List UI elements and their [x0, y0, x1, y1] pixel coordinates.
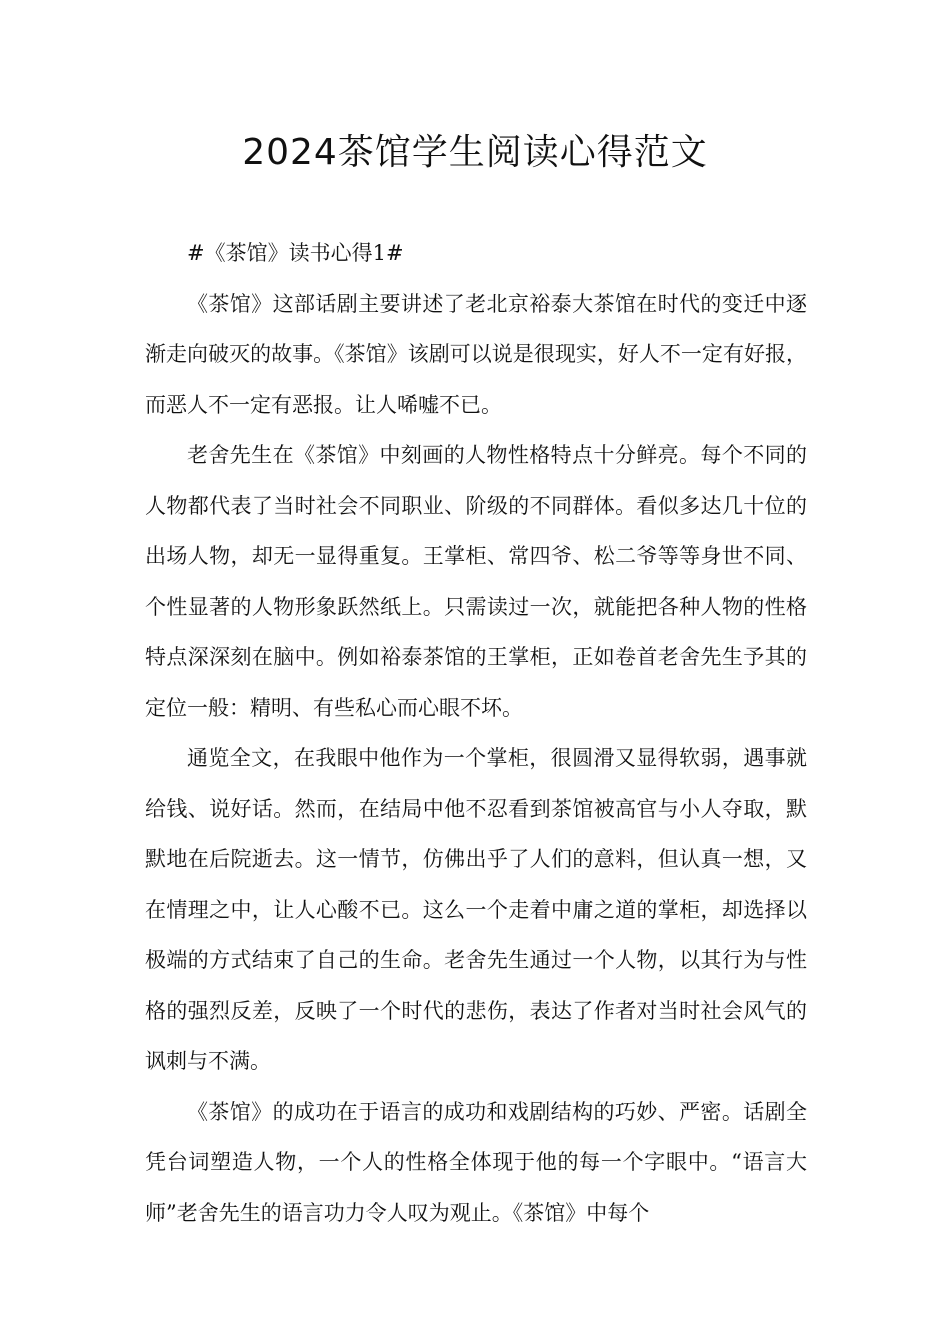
- paragraph: 老舍先生在《茶馆》中刻画的人物性格特点十分鲜亮。每个不同的人物都代表了当时社会不同职业、阶级的不同群体。看似多达几十位的出场人物，却无一显得重复。王掌柜、常四爷、松二爷等等身世不同、个性显著的人物形象跃然纸上。只需读过一次，就能把各种人物的性格特点深深刻在脑中。例如裕泰茶馆的王掌柜，正如卷首老舍先生予其的定位一般：精明、有些私心而心眼不坏。: [145, 443, 807, 720]
- paragraph: 《茶馆》的成功在于语言的成功和戏剧结构的巧妙、严密。话剧全凭台词塑造人物，一个人的性格全体现于他的每一个字眼中。“语言大师”老舍先生的语言功力令人叹为观止。《茶馆》中每个: [145, 1099, 807, 1225]
- document-body: [145, 228, 807, 1238]
- paragraph: 《茶馆》这部话剧主要讲述了老北京裕泰大茶馆在时代的变迁中逐渐走向破灭的故事。《茶馆》该剧可以说是很现实，好人不一定有好报，而恶人不一定有恶报。让人唏嘘不已。: [145, 291, 807, 417]
- document-title: 2024茶馆学生阅读心得范文: [242, 132, 708, 173]
- paragraph: 通览全文，在我眼中他作为一个掌柜，很圆滑又显得软弱，遇事就给钱、说好话。然而，在结局中他不忍看到茶馆被高官与小人夺取，默默地在后院逝去。这一情节，仿佛出乎了人们的意料，但认真一想，又在情理之中，让人心酸不已。这么一个走着中庸之道的掌柜，却选择以极端的方式结束了自己的生命。老舍先生通过一个人物，以其行为与性格的强烈反差，反映了一个时代的悲伤，表达了作者对当时社会风气的讽刺与不满。: [145, 746, 807, 1073]
- section-heading: #《茶馆》读书心得1#: [187, 241, 404, 265]
